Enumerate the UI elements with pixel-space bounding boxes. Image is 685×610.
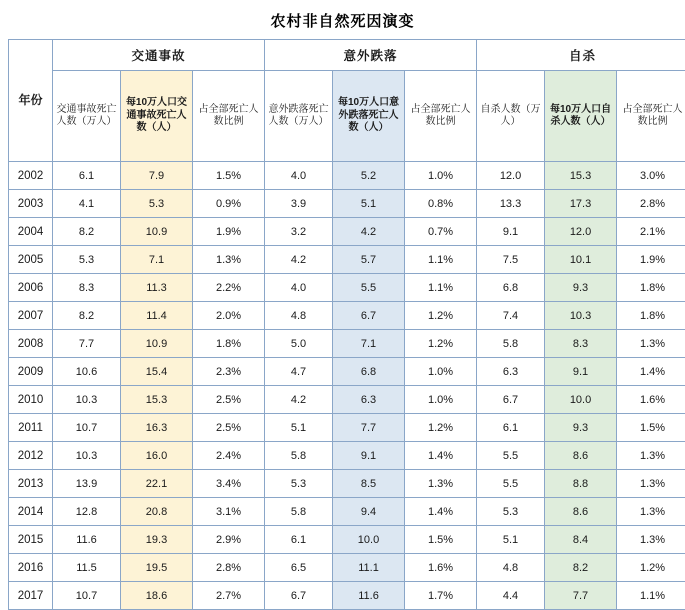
cell: 1.3% (193, 246, 265, 274)
cell: 9.1 (545, 358, 617, 386)
cell: 8.6 (545, 442, 617, 470)
row-year: 2015 (9, 526, 53, 554)
cell: 5.8 (265, 442, 333, 470)
header-column-row (9, 71, 685, 162)
cell: 2.4% (193, 442, 265, 470)
table-row (9, 302, 685, 330)
header-group-fall: 意外跌落 (265, 40, 477, 71)
header-col-traffic-rate: 每10万人口交通事故死亡人数（人） (121, 71, 193, 162)
cell: 6.3 (333, 386, 405, 414)
cell: 1.4% (617, 358, 685, 386)
cell: 9.3 (545, 414, 617, 442)
row-year: 2010 (9, 386, 53, 414)
row-year: 2013 (9, 470, 53, 498)
cell: 10.1 (545, 246, 617, 274)
cell: 7.5 (477, 246, 545, 274)
cell: 1.0% (405, 358, 477, 386)
cell: 11.5 (53, 554, 121, 582)
cell: 1.3% (617, 526, 685, 554)
row-year: 2004 (9, 218, 53, 246)
cell: 3.4% (193, 470, 265, 498)
cell: 15.4 (121, 358, 193, 386)
cell: 1.2% (405, 414, 477, 442)
cell: 5.1 (265, 414, 333, 442)
table-header (9, 40, 685, 162)
cell: 5.1 (333, 190, 405, 218)
cell: 4.2 (333, 218, 405, 246)
cell: 5.3 (265, 470, 333, 498)
header-col-suicide-rate: 每10万人口自杀人数（人） (545, 71, 617, 162)
cell: 5.8 (477, 330, 545, 358)
cell: 1.6% (405, 554, 477, 582)
cell: 2.9% (193, 526, 265, 554)
header-col-traffic-share: 占全部死亡人数比例 (193, 71, 265, 162)
cell: 2.0% (193, 302, 265, 330)
table-row (9, 470, 685, 498)
page-title: 农村非自然死因演变 (8, 0, 677, 39)
cell: 7.7 (53, 330, 121, 358)
row-year: 2012 (9, 442, 53, 470)
cell: 8.6 (545, 498, 617, 526)
cell: 5.5 (477, 442, 545, 470)
header-year: 年份 (9, 40, 53, 162)
cell: 4.1 (53, 190, 121, 218)
cell: 2.8% (193, 554, 265, 582)
cell: 1.1% (617, 582, 685, 610)
table-row (9, 498, 685, 526)
cell: 5.3 (477, 498, 545, 526)
cell: 9.1 (477, 218, 545, 246)
table-row (9, 246, 685, 274)
cell: 13.3 (477, 190, 545, 218)
row-year: 2011 (9, 414, 53, 442)
cell: 4.8 (265, 302, 333, 330)
cell: 1.1% (405, 274, 477, 302)
cell: 6.8 (333, 358, 405, 386)
cell: 0.8% (405, 190, 477, 218)
header-col-fall-rate: 每10万人口意外跌落死亡人数（人） (333, 71, 405, 162)
cell: 4.8 (477, 554, 545, 582)
cell: 6.7 (333, 302, 405, 330)
cell: 11.4 (121, 302, 193, 330)
cell: 19.5 (121, 554, 193, 582)
row-year: 2002 (9, 162, 53, 190)
cell: 11.3 (121, 274, 193, 302)
row-year: 2008 (9, 330, 53, 358)
table-row (9, 358, 685, 386)
cell: 2.1% (617, 218, 685, 246)
cell: 16.0 (121, 442, 193, 470)
cell: 7.7 (545, 582, 617, 610)
cell: 10.0 (333, 526, 405, 554)
row-year: 2009 (9, 358, 53, 386)
cell: 19.3 (121, 526, 193, 554)
cell: 5.3 (53, 246, 121, 274)
cell: 1.0% (405, 162, 477, 190)
cell: 10.9 (121, 330, 193, 358)
cell: 22.1 (121, 470, 193, 498)
cell: 5.5 (333, 274, 405, 302)
table-row (9, 190, 685, 218)
cell: 3.2 (265, 218, 333, 246)
row-year: 2005 (9, 246, 53, 274)
cell: 2.8% (617, 190, 685, 218)
cell: 5.3 (121, 190, 193, 218)
cell: 4.0 (265, 274, 333, 302)
cell: 8.4 (545, 526, 617, 554)
cell: 13.9 (53, 470, 121, 498)
cell: 1.3% (617, 330, 685, 358)
cell: 9.3 (545, 274, 617, 302)
cell: 8.2 (53, 302, 121, 330)
cell: 6.7 (477, 386, 545, 414)
row-year: 2014 (9, 498, 53, 526)
header-col-traffic-deaths: 交通事故死亡人数（万人） (53, 71, 121, 162)
cell: 6.1 (265, 526, 333, 554)
cell: 5.2 (333, 162, 405, 190)
cell: 1.4% (405, 442, 477, 470)
cell: 5.5 (477, 470, 545, 498)
cell: 8.2 (53, 218, 121, 246)
cell: 9.1 (333, 442, 405, 470)
cell: 10.7 (53, 414, 121, 442)
cell: 6.3 (477, 358, 545, 386)
cell: 1.0% (405, 386, 477, 414)
cell: 8.3 (53, 274, 121, 302)
cell: 20.8 (121, 498, 193, 526)
header-col-suicide-deaths: 自杀人数（万人） (477, 71, 545, 162)
cell: 4.7 (265, 358, 333, 386)
header-col-fall-share: 占全部死亡人数比例 (405, 71, 477, 162)
row-year: 2016 (9, 554, 53, 582)
header-group-suicide: 自杀 (477, 40, 685, 71)
table-row (9, 274, 685, 302)
cell: 17.3 (545, 190, 617, 218)
cell: 6.1 (53, 162, 121, 190)
cell: 1.1% (405, 246, 477, 274)
cell: 1.6% (617, 386, 685, 414)
cell: 2.5% (193, 386, 265, 414)
cell: 1.8% (617, 274, 685, 302)
cell: 2.2% (193, 274, 265, 302)
cell: 9.4 (333, 498, 405, 526)
cell: 1.4% (405, 498, 477, 526)
cell: 11.1 (333, 554, 405, 582)
cell: 5.8 (265, 498, 333, 526)
cell: 0.9% (193, 190, 265, 218)
cell: 2.3% (193, 358, 265, 386)
cell: 11.6 (333, 582, 405, 610)
data-table (8, 39, 685, 610)
cell: 1.3% (405, 470, 477, 498)
cell: 4.4 (477, 582, 545, 610)
cell: 12.0 (545, 218, 617, 246)
cell: 8.5 (333, 470, 405, 498)
table-row (9, 218, 685, 246)
cell: 6.1 (477, 414, 545, 442)
cell: 5.0 (265, 330, 333, 358)
cell: 7.1 (121, 246, 193, 274)
row-year: 2017 (9, 582, 53, 610)
cell: 1.3% (617, 498, 685, 526)
cell: 7.4 (477, 302, 545, 330)
cell: 1.5% (405, 526, 477, 554)
cell: 1.7% (405, 582, 477, 610)
table-row (9, 386, 685, 414)
table-row (9, 582, 685, 610)
header-group-traffic: 交通事故 (53, 40, 265, 71)
cell: 6.7 (265, 582, 333, 610)
cell: 11.6 (53, 526, 121, 554)
cell: 3.0% (617, 162, 685, 190)
cell: 10.6 (53, 358, 121, 386)
cell: 15.3 (121, 386, 193, 414)
cell: 8.3 (545, 330, 617, 358)
cell: 1.8% (193, 330, 265, 358)
cell: 18.6 (121, 582, 193, 610)
header-group-row (9, 40, 685, 71)
cell: 6.5 (265, 554, 333, 582)
header-col-fall-deaths: 意外跌落死亡人数（万人） (265, 71, 333, 162)
row-year: 2006 (9, 274, 53, 302)
cell: 0.7% (405, 218, 477, 246)
cell: 10.9 (121, 218, 193, 246)
cell: 4.0 (265, 162, 333, 190)
cell: 8.8 (545, 470, 617, 498)
row-year: 2003 (9, 190, 53, 218)
table-row (9, 330, 685, 358)
row-year: 2007 (9, 302, 53, 330)
cell: 12.8 (53, 498, 121, 526)
cell: 3.9 (265, 190, 333, 218)
cell: 10.7 (53, 582, 121, 610)
cell: 1.8% (617, 302, 685, 330)
cell: 5.1 (477, 526, 545, 554)
cell: 2.7% (193, 582, 265, 610)
cell: 7.9 (121, 162, 193, 190)
table-row (9, 442, 685, 470)
cell: 1.5% (617, 414, 685, 442)
cell: 1.2% (617, 554, 685, 582)
cell: 1.2% (405, 302, 477, 330)
cell: 6.8 (477, 274, 545, 302)
cell: 8.2 (545, 554, 617, 582)
cell: 2.5% (193, 414, 265, 442)
header-col-suicide-share: 占全部死亡人数比例 (617, 71, 685, 162)
cell: 4.2 (265, 246, 333, 274)
table-row (9, 526, 685, 554)
cell: 10.3 (53, 442, 121, 470)
cell: 10.3 (545, 302, 617, 330)
cell: 5.7 (333, 246, 405, 274)
cell: 1.9% (193, 218, 265, 246)
cell: 1.3% (617, 442, 685, 470)
cell: 10.3 (53, 386, 121, 414)
cell: 7.7 (333, 414, 405, 442)
cell: 1.9% (617, 246, 685, 274)
cell: 16.3 (121, 414, 193, 442)
table-row (9, 554, 685, 582)
cell: 1.5% (193, 162, 265, 190)
table-row (9, 414, 685, 442)
cell: 4.2 (265, 386, 333, 414)
cell: 3.1% (193, 498, 265, 526)
cell: 15.3 (545, 162, 617, 190)
cell: 7.1 (333, 330, 405, 358)
cell: 1.2% (405, 330, 477, 358)
table-body (9, 162, 685, 610)
cell: 12.0 (477, 162, 545, 190)
cell: 10.0 (545, 386, 617, 414)
table-row (9, 162, 685, 190)
cell: 1.3% (617, 470, 685, 498)
